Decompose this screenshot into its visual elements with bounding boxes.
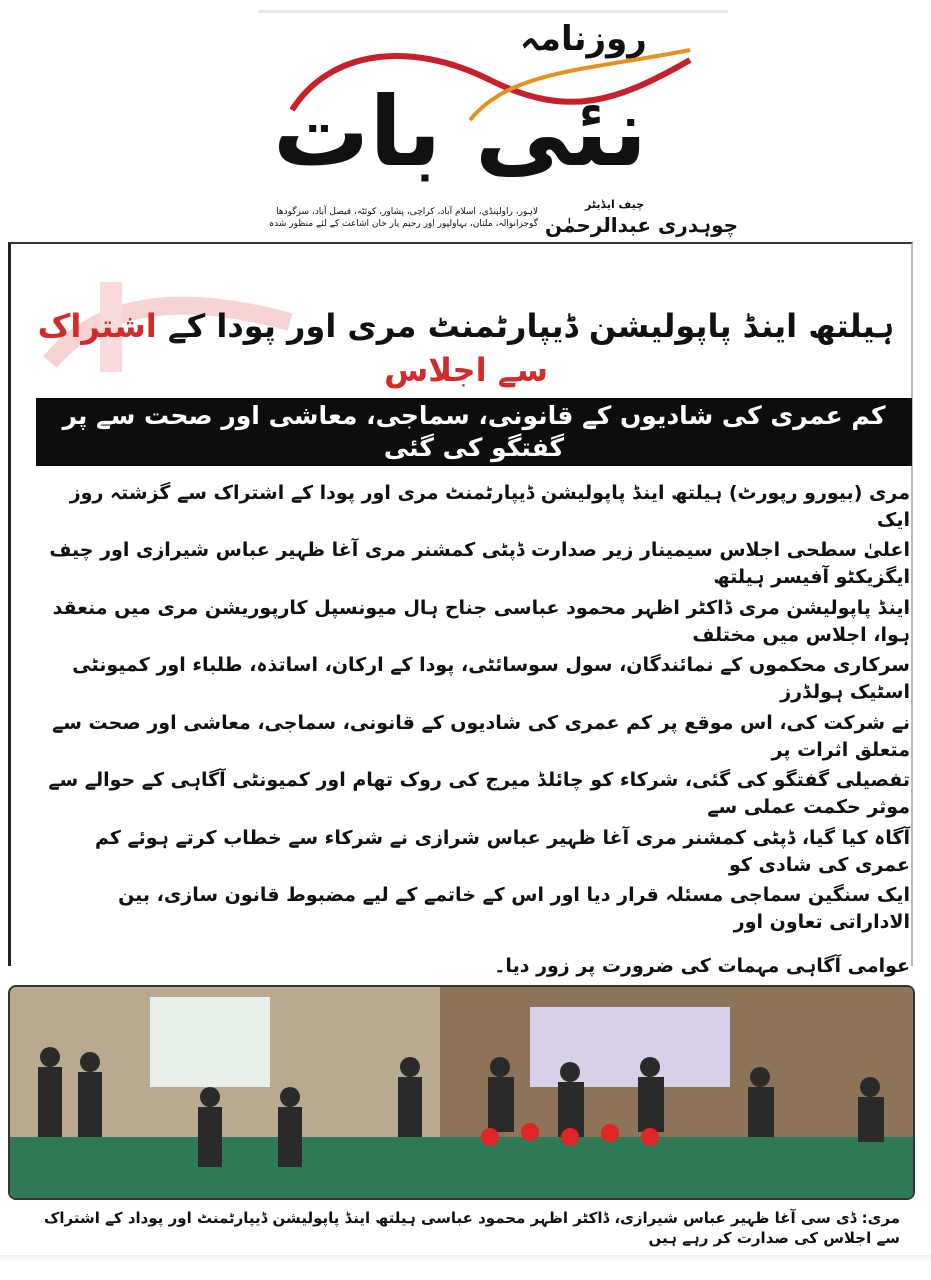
photo-caption: مری: ڈی سی آغا ظہیر عباس شیرازی، ڈاکٹر اظہر محمود عباسی ہیلتھ اینڈ پاپولیشن ڈیپارٹمنٹ اور پوداد کے اشتراک سے اجلاس کی صدارت کر رہے ہیں <box>44 1209 900 1247</box>
body-line: ایک سنگین سماجی مسئلہ قرار دیا اور اس کے خاتمے کے لیے مضبوط قانون سازی، بین الاداراتی تعاون اور <box>118 884 910 934</box>
body-line: سرکاری محکموں کے نمائندگان، سول سوسائٹی، پودا کے ارکان، اساتذہ، طلباء اور کمیونٹی اسٹیک ہولڈرز <box>72 654 910 704</box>
headline-highlight: اشتراک سے اجلاس <box>37 307 548 389</box>
meeting-photo-illustration <box>10 987 915 1200</box>
masthead-prefix: روزنامہ <box>520 19 647 59</box>
chief-editor-label: چیف ایڈیٹر <box>585 198 645 211</box>
cities-line: لاہور، راولپنڈی، اسلام آباد، کراچی، پشاور، کوئٹہ، فیصل آباد، سرگودھا <box>276 207 538 217</box>
newspaper-logo: نئی بات <box>272 76 648 188</box>
chief-editor-name: چوہدری عبدالرحمٰن <box>545 213 739 237</box>
body-line: اعلیٰ سطحی اجلاس سیمینار زیر صدارت ڈپٹی کمشنر مری آغا ظہیر عباس شیرازی اور چیف ایگزیکٹو آفیسر ہیلتھ <box>49 539 910 589</box>
body-line: آگاہ کیا گیا، ڈپٹی کمشنر مری آغا ظہیر عباس شرازی نے شرکاء سے خطاب کرتے ہوئے کم عمری کی شادی کو <box>94 826 910 876</box>
subheadline-banner: کم عمری کی شادیوں کے قانونی، سماجی، معاشی اور صحت سے پر گفتگو کی گئی <box>36 398 912 466</box>
article-headline <box>24 304 908 392</box>
body-line: عوامی آگاہی مہمات کی ضرورت پر زور دیا۔ <box>494 955 910 978</box>
body-line: اینڈ پاپولیشن مری ڈاکٹر اظہر محمود عباسی جناح ہال میونسپل کارپوریشن مری میں منعقد ہوا، اجلاس میں مختلف <box>52 596 910 646</box>
article-body <box>38 478 910 996</box>
bottom-rule <box>0 1255 931 1263</box>
top-rule <box>258 10 728 13</box>
article-photo <box>8 985 915 1200</box>
cities-line: گوجرانوالہ، ملتان، بہاولپور اور رحیم یار خان اشاعت کے لئے منظور شدہ <box>268 219 538 229</box>
masthead-cities <box>262 206 538 230</box>
body-line: مری (بیورو رپورٹ) ہیلتھ اینڈ پاپولیشن ڈیپارٹمنٹ مری اور پودا کے اشتراک سے گزشتہ روز ایک <box>69 481 910 531</box>
body-line: نے شرکت کی، اس موقع پر کم عمری کی شادیوں کے قانونی، سماجی، معاشی اور صحت سے متعلق اثرات پر <box>52 711 910 761</box>
body-line: تفصیلی گفتگو کی گئی، شرکاء کو چائلڈ میرج کی روک تھام اور کمیونٹی آگاہی کے حوالے سے موثر حکمت عملی سے <box>48 769 910 819</box>
headline-text: ہیلتھ اینڈ پاپولیشن ڈیپارٹمنٹ مری اور پودا کے <box>156 307 895 345</box>
